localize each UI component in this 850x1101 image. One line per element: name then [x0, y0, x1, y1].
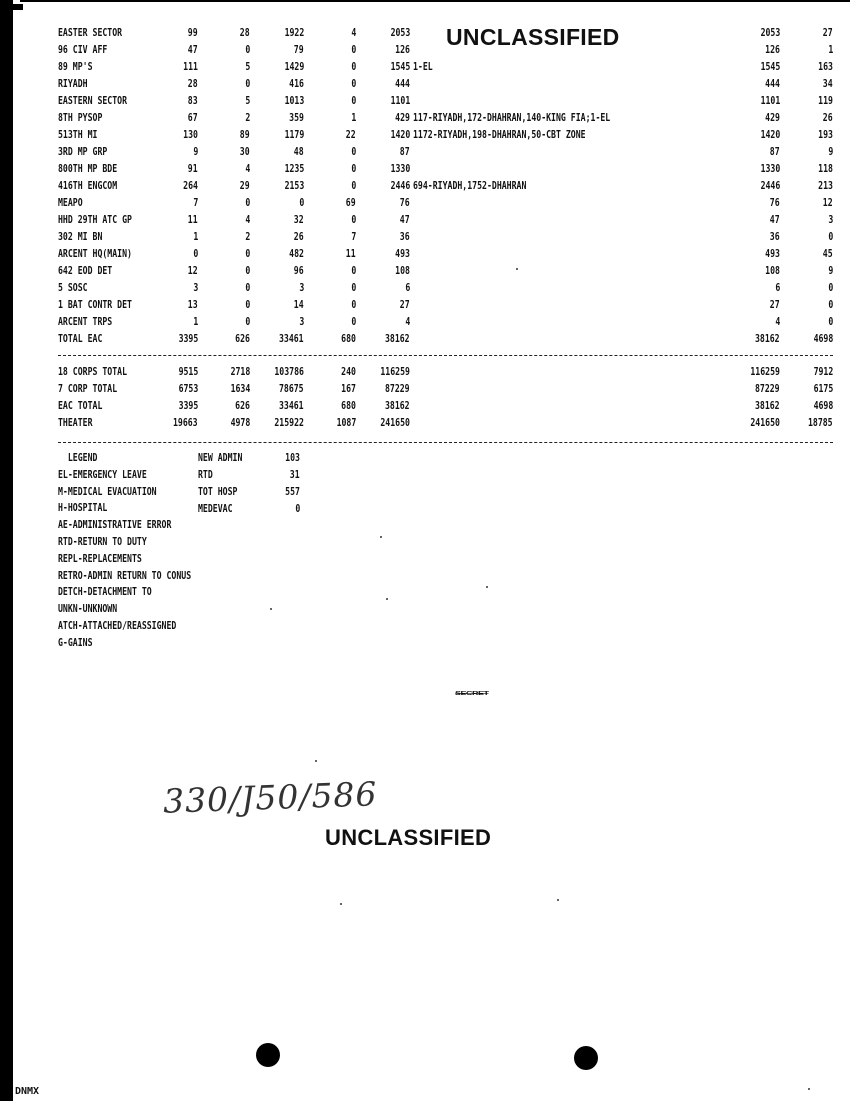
table-row	[58, 231, 848, 245]
cell-c5: 38162	[385, 400, 410, 412]
cell-c5: 116259	[380, 366, 410, 378]
cell-c4: 0	[351, 61, 356, 73]
admin-label: MEDEVAC	[198, 503, 233, 515]
table-row	[58, 366, 848, 380]
table-row	[58, 163, 848, 177]
cell-name: 302 MI BN	[58, 231, 103, 243]
cell-note: 1172-RIYADH,198-DHAHRAN,50-CBT ZONE	[413, 129, 586, 141]
cell-name: ARCENT TRPS	[58, 316, 113, 328]
cell-c3: 1013	[284, 95, 304, 107]
cell-r1: 87229	[755, 383, 780, 395]
cell-r1: 38162	[755, 400, 780, 412]
cell-c4: 0	[351, 95, 356, 107]
cell-c1: 3395	[178, 333, 198, 345]
cell-c2: 0	[245, 282, 250, 294]
cell-c1: 91	[188, 163, 198, 175]
cell-r2: 4698	[813, 333, 833, 345]
cell-c4: 7	[351, 231, 356, 243]
cell-c5: 87229	[385, 383, 410, 395]
table-row	[58, 180, 848, 194]
cell-c1: 13	[188, 299, 198, 311]
cell-c4: 240	[341, 366, 356, 378]
cell-c1: 130	[183, 129, 198, 141]
cell-c2: 1634	[230, 383, 250, 395]
cell-name: TOTAL EAC	[58, 333, 103, 345]
cell-c2: 2	[245, 112, 250, 124]
cell-r2: 3	[828, 214, 833, 226]
cell-r2: 7912	[813, 366, 833, 378]
cell-note: 1-EL	[413, 61, 433, 73]
cell-c3: 32	[294, 214, 304, 226]
cell-c4: 4	[351, 27, 356, 39]
cell-r1: 241650	[750, 417, 780, 429]
cell-r1: 1420	[760, 129, 780, 141]
admin-value: 31	[290, 469, 300, 481]
cell-r2: 0	[828, 299, 833, 311]
classification-top: UNCLASSIFIED	[446, 24, 620, 50]
cell-c3: 3	[299, 282, 304, 294]
cell-r1: 87	[770, 146, 780, 158]
cell-c1: 6753	[178, 383, 198, 395]
cell-note: 117-RIYADH,172-DHAHRAN,140-KING FIA;1-EL	[413, 112, 611, 124]
footer-code: DNMX	[15, 1086, 40, 1097]
cell-c5: 38162	[385, 333, 410, 345]
cell-c5: 87	[400, 146, 410, 158]
cell-c2: 29	[240, 180, 250, 192]
legend-item: EL-EMERGENCY LEAVE	[58, 468, 147, 481]
cell-name: HHD 29TH ATC GP	[58, 214, 132, 226]
cell-r2: 0	[828, 282, 833, 294]
admin-summary	[198, 452, 318, 520]
cell-c1: 264	[183, 180, 198, 192]
cell-r2: 213	[818, 180, 833, 192]
cell-c3: 33461	[279, 333, 304, 345]
cell-c4: 0	[351, 78, 356, 90]
table-row	[58, 417, 848, 431]
cell-c1: 83	[188, 95, 198, 107]
table-row	[58, 316, 848, 330]
punch-hole	[574, 1046, 598, 1070]
cell-name: EAC TOTAL	[58, 400, 103, 412]
cell-c2: 2	[245, 231, 250, 243]
cell-r2: 6175	[813, 383, 833, 395]
cell-c2: 5	[245, 61, 250, 73]
cell-c4: 0	[351, 44, 356, 56]
cell-c2: 626	[235, 400, 250, 412]
table-row	[58, 95, 848, 109]
cell-r2: 9	[828, 146, 833, 158]
cell-c3: 215922	[274, 417, 304, 429]
cell-c4: 1	[351, 112, 356, 124]
cell-c3: 0	[299, 197, 304, 209]
divider	[58, 355, 833, 356]
cell-c3: 416	[289, 78, 304, 90]
cell-c4: 0	[351, 316, 356, 328]
cell-c4: 69	[346, 197, 356, 209]
cell-c4: 680	[341, 333, 356, 345]
cell-r2: 119	[818, 95, 833, 107]
cell-c2: 0	[245, 299, 250, 311]
cell-c1: 47	[188, 44, 198, 56]
cell-r1: 126	[765, 44, 780, 56]
cell-c5: 444	[395, 78, 410, 90]
legend-item: ATCH-ATTACHED/REASSIGNED	[58, 619, 177, 632]
cell-r1: 2053	[760, 27, 780, 39]
cell-c1: 9515	[178, 366, 198, 378]
table-row	[58, 27, 848, 41]
cell-r2: 27	[823, 27, 833, 39]
cell-c2: 0	[245, 78, 250, 90]
cell-c3: 103786	[274, 366, 304, 378]
cell-c4: 0	[351, 146, 356, 158]
cell-r1: 116259	[750, 366, 780, 378]
admin-label: TOT HOSP	[198, 486, 238, 498]
cell-c5: 4	[405, 316, 410, 328]
cell-r2: 118	[818, 163, 833, 175]
cell-name: 1 BAT CONTR DET	[58, 299, 132, 311]
table-row	[58, 146, 848, 160]
table-row	[58, 44, 848, 58]
cell-name: 96 CIV AFF	[58, 44, 108, 56]
secret-stamp: SECRET	[455, 690, 489, 697]
cell-r1: 1101	[760, 95, 780, 107]
cell-c4: 0	[351, 299, 356, 311]
cell-c4: 0	[351, 180, 356, 192]
cell-c3: 48	[294, 146, 304, 158]
table-row	[58, 78, 848, 92]
cell-c2: 4	[245, 163, 250, 175]
cell-c1: 9	[193, 146, 198, 158]
legend-item: M-MEDICAL EVACUATION	[58, 485, 157, 498]
cell-r2: 4698	[813, 400, 833, 412]
cell-c5: 2053	[390, 27, 410, 39]
cell-name: 642 EOD DET	[58, 265, 113, 277]
legend-item: RTD-RETURN TO DUTY	[58, 535, 147, 548]
legend-item: REPL-REPLACEMENTS	[58, 552, 142, 565]
table-row	[58, 383, 848, 397]
cell-name: 513TH MI	[58, 129, 98, 141]
cell-c1: 99	[188, 27, 198, 39]
legend-item: AE-ADMINISTRATIVE ERROR	[58, 519, 172, 532]
cell-c5: 27	[400, 299, 410, 311]
cell-r2: 9	[828, 265, 833, 277]
cell-c5: 126	[395, 44, 410, 56]
cell-c2: 5	[245, 95, 250, 107]
cell-c4: 680	[341, 400, 356, 412]
cell-c1: 3	[193, 282, 198, 294]
cell-name: RIYADH	[58, 78, 88, 90]
cell-note: 694-RIYADH,1752-DHAHRAN	[413, 180, 527, 192]
cell-name: 416TH ENGCOM	[58, 180, 118, 192]
cell-r1: 1545	[760, 61, 780, 73]
cell-name: EASTER SECTOR	[58, 27, 123, 39]
cell-c3: 1922	[284, 27, 304, 39]
legend-item: H-HOSPITAL	[58, 502, 108, 515]
cell-r1: 36	[770, 231, 780, 243]
cell-r1: 6	[775, 282, 780, 294]
table-row	[58, 129, 848, 143]
cell-c5: 2446	[390, 180, 410, 192]
cell-c4: 11	[346, 248, 356, 260]
legend-item: DETCH-DETACHMENT TO	[58, 586, 152, 599]
cell-name: 18 CORPS TOTAL	[58, 366, 128, 378]
cell-c3: 14	[294, 299, 304, 311]
admin-value: 103	[285, 452, 300, 464]
cell-r1: 38162	[755, 333, 780, 345]
admin-value: 0	[295, 503, 300, 515]
table-row	[58, 61, 848, 75]
cell-c4: 0	[351, 163, 356, 175]
cell-c4: 167	[341, 383, 356, 395]
legend-item: RETRO-ADMIN RETURN TO CONUS	[58, 569, 192, 582]
classification-bottom: UNCLASSIFIED	[325, 825, 492, 850]
cell-c3: 482	[289, 248, 304, 260]
cell-name: 7 CORP TOTAL	[58, 383, 118, 395]
scan-left-edge	[0, 0, 13, 1101]
cell-r2: 26	[823, 112, 833, 124]
cell-name: 8TH PYSOP	[58, 112, 103, 124]
cell-c5: 1330	[390, 163, 410, 175]
cell-c4: 1087	[336, 417, 356, 429]
cell-r2: 163	[818, 61, 833, 73]
cell-c2: 0	[245, 197, 250, 209]
table-row	[58, 112, 848, 126]
cell-c3: 33461	[279, 400, 304, 412]
cell-c3: 79	[294, 44, 304, 56]
cell-c5: 6	[405, 282, 410, 294]
cell-c2: 0	[245, 316, 250, 328]
legend-item: UNKN-UNKNOWN	[58, 603, 118, 616]
cell-r1: 429	[765, 112, 780, 124]
table-row	[58, 248, 848, 262]
cell-name: THEATER	[58, 417, 93, 429]
table-row	[58, 299, 848, 313]
table-row	[58, 265, 848, 279]
divider	[58, 442, 833, 443]
cell-r2: 12	[823, 197, 833, 209]
cell-r1: 444	[765, 78, 780, 90]
table-row	[58, 197, 848, 211]
cell-c4: 22	[346, 129, 356, 141]
cell-r2: 45	[823, 248, 833, 260]
cell-c1: 0	[193, 248, 198, 260]
cell-c1: 12	[188, 265, 198, 277]
cell-c5: 76	[400, 197, 410, 209]
cell-c1: 1	[193, 316, 198, 328]
cell-c2: 0	[245, 44, 250, 56]
admin-label: RTD	[198, 469, 213, 481]
cell-c2: 4978	[230, 417, 250, 429]
admin-item	[198, 452, 318, 469]
cell-r1: 27	[770, 299, 780, 311]
cell-name: 3RD MP GRP	[58, 146, 108, 158]
cell-c2: 626	[235, 333, 250, 345]
cell-c2: 0	[245, 265, 250, 277]
cell-c1: 28	[188, 78, 198, 90]
cell-c3: 78675	[279, 383, 304, 395]
admin-item	[198, 486, 318, 503]
cell-c5: 1545	[390, 61, 410, 73]
cell-name: 800TH MP BDE	[58, 163, 118, 175]
cell-c3: 1179	[284, 129, 304, 141]
cell-r1: 47	[770, 214, 780, 226]
cell-c1: 7	[193, 197, 198, 209]
cell-c3: 2153	[284, 180, 304, 192]
cell-r2: 1	[828, 44, 833, 56]
punch-hole	[256, 1043, 280, 1067]
cell-c3: 26	[294, 231, 304, 243]
cell-r1: 493	[765, 248, 780, 260]
cell-name: ARCENT HQ(MAIN)	[58, 248, 132, 260]
cell-c4: 0	[351, 214, 356, 226]
cell-r2: 193	[818, 129, 833, 141]
cell-c3: 1235	[284, 163, 304, 175]
cell-c1: 1	[193, 231, 198, 243]
cell-c5: 429	[395, 112, 410, 124]
table-row	[58, 282, 848, 296]
cell-c5: 241650	[380, 417, 410, 429]
admin-item	[198, 503, 318, 520]
cell-c5: 1101	[390, 95, 410, 107]
cell-c3: 1429	[284, 61, 304, 73]
admin-label: NEW ADMIN	[198, 452, 243, 464]
cell-r1: 108	[765, 265, 780, 277]
cell-c2: 0	[245, 248, 250, 260]
scan-top-edge	[20, 0, 850, 2]
cell-c5: 47	[400, 214, 410, 226]
cell-c3: 96	[294, 265, 304, 277]
table-row	[58, 333, 848, 347]
cell-c5: 1420	[390, 129, 410, 141]
cell-c5: 36	[400, 231, 410, 243]
cell-r2: 0	[828, 316, 833, 328]
cell-c2: 2718	[230, 366, 250, 378]
cell-r1: 1330	[760, 163, 780, 175]
cell-c5: 108	[395, 265, 410, 277]
cell-r1: 2446	[760, 180, 780, 192]
scan-mark	[13, 4, 23, 10]
cell-c2: 30	[240, 146, 250, 158]
cell-r1: 76	[770, 197, 780, 209]
cell-c1: 111	[183, 61, 198, 73]
cell-name: MEAPO	[58, 197, 83, 209]
cell-name: 5 SOSC	[58, 282, 88, 294]
cell-c2: 89	[240, 129, 250, 141]
legend-item: LEGEND	[58, 452, 98, 464]
admin-value: 557	[285, 486, 300, 498]
legend-item: G-GAINS	[58, 636, 93, 649]
cell-c4: 0	[351, 265, 356, 277]
cell-name: EASTERN SECTOR	[58, 95, 128, 107]
cell-c1: 3395	[178, 400, 198, 412]
cell-name: 89 MP'S	[58, 61, 93, 73]
handwritten-number: 330/J50/586	[162, 774, 379, 821]
table-row	[58, 400, 848, 414]
cell-c1: 11	[188, 214, 198, 226]
cell-c2: 4	[245, 214, 250, 226]
cell-r2: 0	[828, 231, 833, 243]
cell-c2: 28	[240, 27, 250, 39]
cell-c4: 0	[351, 282, 356, 294]
cell-c3: 3	[299, 316, 304, 328]
cell-c1: 67	[188, 112, 198, 124]
cell-r2: 18785	[808, 417, 833, 429]
cell-r1: 4	[775, 316, 780, 328]
cell-c3: 359	[289, 112, 304, 124]
admin-item	[198, 469, 318, 486]
table-row	[58, 214, 848, 228]
cell-c1: 19663	[173, 417, 198, 429]
cell-r2: 34	[823, 78, 833, 90]
cell-c5: 493	[395, 248, 410, 260]
